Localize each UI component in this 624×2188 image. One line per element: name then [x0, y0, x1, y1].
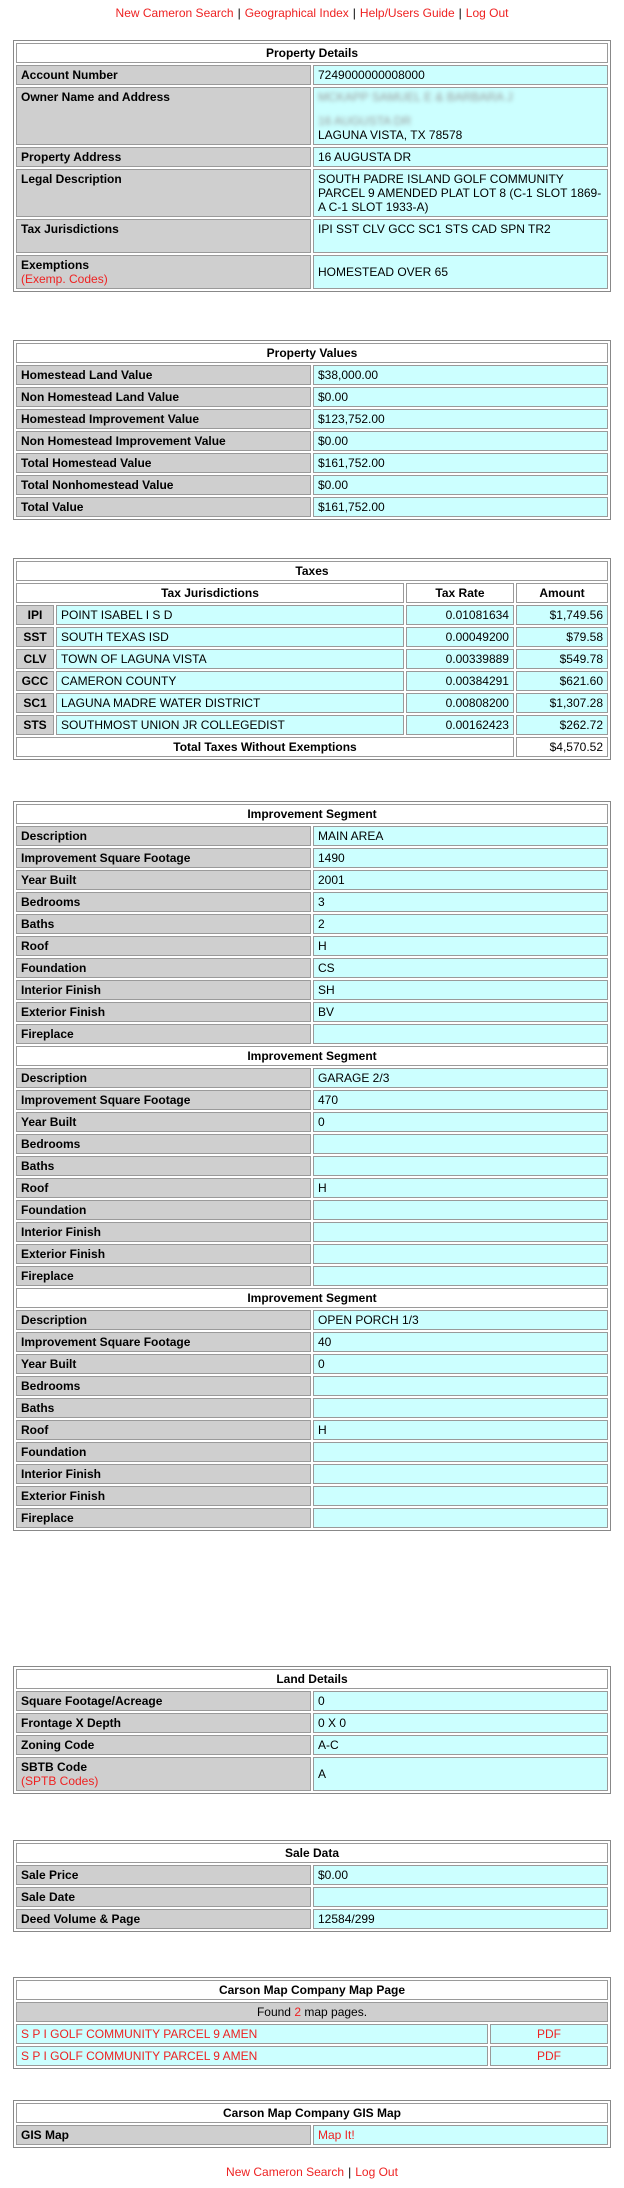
tax-rate: 0.00339889: [406, 649, 514, 669]
improvement-label: Bedrooms: [16, 892, 311, 912]
improvement-label: Description: [16, 1310, 311, 1330]
logout-link[interactable]: Log Out: [355, 2165, 398, 2179]
map-it-link[interactable]: Map It!: [318, 2128, 355, 2142]
tax-row: [16, 649, 608, 669]
improvement-value: SH: [313, 980, 608, 1000]
section-title: Land Details: [16, 1669, 608, 1689]
improvement-row: [16, 1376, 608, 1396]
improvement-row: [16, 848, 608, 868]
improvement-label: Year Built: [16, 870, 311, 890]
improvement-value: 3: [313, 892, 608, 912]
improvement-value: H: [313, 936, 608, 956]
land-details-section: [13, 1666, 611, 1794]
tax-jurisdiction-name: SOUTHMOST UNION JR COLLEGEDIST: [56, 715, 404, 735]
improvement-row: [16, 1156, 608, 1176]
improvement-label: Fireplace: [16, 1024, 311, 1044]
land-row-value: 0: [313, 1691, 608, 1711]
value-row: [16, 475, 608, 495]
legal-description-label: Legal Description: [16, 169, 311, 217]
col-amount: Amount: [516, 583, 608, 603]
improvement-row: [16, 1002, 608, 1022]
sale-price-value: $0.00: [313, 1865, 608, 1885]
improvement-label: Exterior Finish: [16, 1486, 311, 1506]
improvement-label: Foundation: [16, 1200, 311, 1220]
value-label: Non Homestead Improvement Value: [16, 431, 311, 451]
tax-jurisdiction-name: SOUTH TEXAS ISD: [56, 627, 404, 647]
improvement-row: [16, 1024, 608, 1044]
tax-rate: 0.00808200: [406, 693, 514, 713]
logout-link[interactable]: Log Out: [465, 6, 509, 20]
sptb-codes-link[interactable]: (SPTB Codes): [21, 1774, 99, 1788]
tax-amount: $621.60: [516, 671, 608, 691]
improvement-value: 2: [313, 914, 608, 934]
improvements-section: [13, 801, 611, 1531]
sale-date-label: Sale Date: [16, 1887, 311, 1907]
improvement-row: [16, 1310, 608, 1330]
improvement-label: Year Built: [16, 1354, 311, 1374]
col-jurisdictions: Tax Jurisdictions: [16, 583, 404, 603]
nav-separator: |: [352, 6, 356, 20]
found-suffix: map pages.: [304, 2005, 368, 2019]
improvement-value: [313, 1200, 608, 1220]
gis-map-label: GIS Map: [16, 2125, 311, 2145]
section-title: Property Details: [16, 43, 608, 63]
value-amount: $161,752.00: [313, 497, 608, 517]
improvement-row: [16, 958, 608, 978]
tax-rate: 0.00049200: [406, 627, 514, 647]
sale-data-section: [13, 1840, 611, 1932]
improvement-value: 470: [313, 1090, 608, 1110]
exemption-codes-link[interactable]: (Exemp. Codes): [21, 272, 108, 286]
map-page-pdf-cell: [490, 2046, 608, 2066]
improvement-label: Exterior Finish: [16, 1002, 311, 1022]
tax-amount: $79.58: [516, 627, 608, 647]
improvement-segment-title: Improvement Segment: [16, 1288, 608, 1308]
gis-map-section: [13, 2100, 611, 2148]
map-pages-found: [16, 2002, 608, 2022]
improvement-value: GARAGE 2/3: [313, 1068, 608, 1088]
improvement-label: Roof: [16, 1178, 311, 1198]
owner-street: 16 AUGUSTA DR: [318, 114, 412, 128]
improvement-label: Improvement Square Footage: [16, 1332, 311, 1352]
improvement-value: [313, 1464, 608, 1484]
value-label: Total Value: [16, 497, 311, 517]
owner-label: Owner Name and Address: [16, 87, 311, 145]
tax-rate: 0.01081634: [406, 605, 514, 625]
improvement-value: BV: [313, 1002, 608, 1022]
section-title: Property Values: [16, 343, 608, 363]
improvement-row: [16, 1420, 608, 1440]
taxes-section: [13, 558, 611, 760]
section-title: Taxes: [16, 561, 608, 581]
land-row-label: Zoning Code: [16, 1735, 311, 1755]
improvement-label: Baths: [16, 1398, 311, 1418]
improvement-value: 2001: [313, 870, 608, 890]
tax-jurisdictions-value: IPI SST CLV GCC SC1 STS CAD SPN TR2: [313, 219, 608, 253]
value-label: Non Homestead Land Value: [16, 387, 311, 407]
tax-row: [16, 693, 608, 713]
tax-code: GCC: [16, 671, 54, 691]
improvement-label: Year Built: [16, 1112, 311, 1132]
tax-row: [16, 715, 608, 735]
improvement-label: Bedrooms: [16, 1376, 311, 1396]
found-count: 2: [294, 2005, 301, 2019]
map-page-link[interactable]: S P I GOLF COMMUNITY PARCEL 9 AMEN: [21, 2049, 258, 2063]
exemptions-label-text: Exemptions: [21, 258, 90, 272]
col-tax-rate: Tax Rate: [406, 583, 514, 603]
improvement-value: [313, 1134, 608, 1154]
improvement-value: [313, 1398, 608, 1418]
improvement-row: [16, 1266, 608, 1286]
improvement-row: [16, 1090, 608, 1110]
tax-rate: 0.00162423: [406, 715, 514, 735]
improvement-value: [313, 1508, 608, 1528]
tax-code: SST: [16, 627, 54, 647]
map-page-section: [13, 1977, 611, 2069]
tax-jurisdiction-name: CAMERON COUNTY: [56, 671, 404, 691]
improvement-row: [16, 936, 608, 956]
map-page-pdf-cell: [490, 2024, 608, 2044]
improvement-row: [16, 1134, 608, 1154]
property-details-section: [13, 40, 611, 292]
total-taxes-label: Total Taxes Without Exemptions: [16, 737, 514, 757]
value-row: [16, 409, 608, 429]
improvement-value: [313, 1024, 608, 1044]
value-row: [16, 453, 608, 473]
tax-amount: $262.72: [516, 715, 608, 735]
section-title: Carson Map Company Map Page: [16, 1980, 608, 2000]
tax-jurisdictions-label: Tax Jurisdictions: [16, 219, 311, 253]
value-label: Total Nonhomestead Value: [16, 475, 311, 495]
pdf-link[interactable]: PDF: [536, 2049, 561, 2063]
value-amount: $123,752.00: [313, 409, 608, 429]
improvement-row: [16, 1398, 608, 1418]
improvement-row: [16, 1508, 608, 1528]
improvement-label: Interior Finish: [16, 1222, 311, 1242]
improvement-label: Roof: [16, 1420, 311, 1440]
improvement-label: Fireplace: [16, 1508, 311, 1528]
land-row-value: A-C: [313, 1735, 608, 1755]
improvement-row: [16, 892, 608, 912]
nav-separator: |: [237, 6, 241, 20]
tax-amount: $549.78: [516, 649, 608, 669]
section-title: Carson Map Company GIS Map: [16, 2103, 608, 2123]
new-search-link[interactable]: New Cameron Search: [226, 2165, 345, 2179]
improvement-row: [16, 914, 608, 934]
tax-jurisdiction-name: POINT ISABEL I S D: [56, 605, 404, 625]
improvement-label: Description: [16, 826, 311, 846]
improvement-row: [16, 1442, 608, 1462]
gis-map-cell: [313, 2125, 608, 2145]
land-row-value: 0 X 0: [313, 1713, 608, 1733]
deed-volume-label: Deed Volume & Page: [16, 1909, 311, 1929]
improvement-value: H: [313, 1420, 608, 1440]
account-number-label: Account Number: [16, 65, 311, 85]
sale-date-value: [313, 1887, 608, 1907]
improvement-row: [16, 1112, 608, 1132]
improvement-row: [16, 1244, 608, 1264]
value-label: Homestead Improvement Value: [16, 409, 311, 429]
improvement-label: Roof: [16, 936, 311, 956]
nav-separator: |: [348, 2165, 352, 2179]
tax-amount: $1,749.56: [516, 605, 608, 625]
improvement-value: 1490: [313, 848, 608, 868]
value-amount: $161,752.00: [313, 453, 608, 473]
owner-value: [313, 87, 608, 145]
property-address-value: 16 AUGUSTA DR: [313, 147, 608, 167]
geographical-index-link[interactable]: Geographical Index: [244, 6, 349, 20]
improvement-row: [16, 1332, 608, 1352]
sale-price-label: Sale Price: [16, 1865, 311, 1885]
improvement-label: Foundation: [16, 958, 311, 978]
improvement-label: Baths: [16, 1156, 311, 1176]
improvement-label: Foundation: [16, 1442, 311, 1462]
improvement-row: [16, 1178, 608, 1198]
legal-description-value: SOUTH PADRE ISLAND GOLF COMMUNITY PARCEL 9 AMENDED PLAT LOT 8 (C-1 SLOT 1869-A C-1 SLOT 1933-A): [313, 169, 608, 217]
exemptions-label: [16, 255, 311, 289]
map-page-link[interactable]: S P I GOLF COMMUNITY PARCEL 9 AMEN: [21, 2027, 258, 2041]
improvement-row: [16, 1222, 608, 1242]
tax-rate: 0.00384291: [406, 671, 514, 691]
improvement-value: 0: [313, 1354, 608, 1374]
improvement-row: [16, 870, 608, 890]
value-amount: $0.00: [313, 387, 608, 407]
improvement-label: Description: [16, 1068, 311, 1088]
value-amount: $0.00: [313, 475, 608, 495]
improvement-value: 40: [313, 1332, 608, 1352]
improvement-row: [16, 1200, 608, 1220]
tax-jurisdiction-name: LAGUNA MADRE WATER DISTRICT: [56, 693, 404, 713]
improvement-value: 0: [313, 1112, 608, 1132]
improvement-row: [16, 1464, 608, 1484]
improvement-row: [16, 1068, 608, 1088]
improvement-value: H: [313, 1178, 608, 1198]
improvement-label: Bedrooms: [16, 1134, 311, 1154]
improvement-label: Interior Finish: [16, 1464, 311, 1484]
improvement-segment-title: Improvement Segment: [16, 804, 608, 824]
improvement-label: Baths: [16, 914, 311, 934]
help-link[interactable]: Help/Users Guide: [359, 6, 455, 20]
improvement-value: OPEN PORCH 1/3: [313, 1310, 608, 1330]
improvement-value: MAIN AREA: [313, 826, 608, 846]
exemptions-value: HOMESTEAD OVER 65: [313, 255, 608, 289]
improvement-segment-title: Improvement Segment: [16, 1046, 608, 1066]
pdf-link[interactable]: PDF: [536, 2027, 561, 2041]
tax-row: [16, 671, 608, 691]
tax-row: [16, 605, 608, 625]
improvement-value: [313, 1442, 608, 1462]
owner-name: MCKAPP SAMUEL E & BARBARA J: [318, 90, 513, 104]
value-amount: $38,000.00: [313, 365, 608, 385]
total-taxes-value: $4,570.52: [516, 737, 608, 757]
tax-jurisdiction-name: TOWN OF LAGUNA VISTA: [56, 649, 404, 669]
improvement-value: [313, 1376, 608, 1396]
tax-code: STS: [16, 715, 54, 735]
owner-city: LAGUNA VISTA, TX 78578: [318, 128, 463, 142]
property-address-label: Property Address: [16, 147, 311, 167]
value-label: Homestead Land Value: [16, 365, 311, 385]
tax-code: CLV: [16, 649, 54, 669]
bottom-navigation: [0, 2165, 624, 2179]
improvement-label: Exterior Finish: [16, 1244, 311, 1264]
land-row-label: Square Footage/Acreage: [16, 1691, 311, 1711]
improvement-label: Improvement Square Footage: [16, 1090, 311, 1110]
sbtb-label-text: SBTB Code: [21, 1760, 87, 1774]
map-page-row: [16, 2024, 488, 2044]
improvement-row: [16, 980, 608, 1000]
value-row: [16, 387, 608, 407]
value-amount: $0.00: [313, 431, 608, 451]
improvement-row: [16, 1354, 608, 1374]
tax-row: [16, 627, 608, 647]
sbtb-label: [16, 1757, 311, 1791]
improvement-label: Fireplace: [16, 1266, 311, 1286]
deed-volume-value: 12584/299: [313, 1909, 608, 1929]
found-prefix: Found: [256, 2005, 291, 2019]
map-page-row: [16, 2046, 488, 2066]
value-row: [16, 431, 608, 451]
improvement-value: [313, 1266, 608, 1286]
tax-code: SC1: [16, 693, 54, 713]
value-row: [16, 365, 608, 385]
top-navigation: [0, 6, 624, 20]
property-values-section: [13, 340, 611, 520]
land-row-label: Frontage X Depth: [16, 1713, 311, 1733]
improvement-label: Interior Finish: [16, 980, 311, 1000]
tax-code: IPI: [16, 605, 54, 625]
value-row: [16, 497, 608, 517]
nav-separator: |: [458, 6, 462, 20]
value-label: Total Homestead Value: [16, 453, 311, 473]
improvement-row: [16, 1486, 608, 1506]
improvement-value: [313, 1222, 608, 1242]
improvement-row: [16, 826, 608, 846]
improvement-value: [313, 1486, 608, 1506]
improvement-label: Improvement Square Footage: [16, 848, 311, 868]
account-number-value: 7249000000008000: [313, 65, 608, 85]
new-search-link[interactable]: New Cameron Search: [115, 6, 234, 20]
tax-total-row: [16, 737, 608, 757]
section-title: Sale Data: [16, 1843, 608, 1863]
improvement-value: CS: [313, 958, 608, 978]
improvement-value: [313, 1156, 608, 1176]
improvement-value: [313, 1244, 608, 1264]
tax-amount: $1,307.28: [516, 693, 608, 713]
sbtb-value: A: [313, 1757, 608, 1791]
